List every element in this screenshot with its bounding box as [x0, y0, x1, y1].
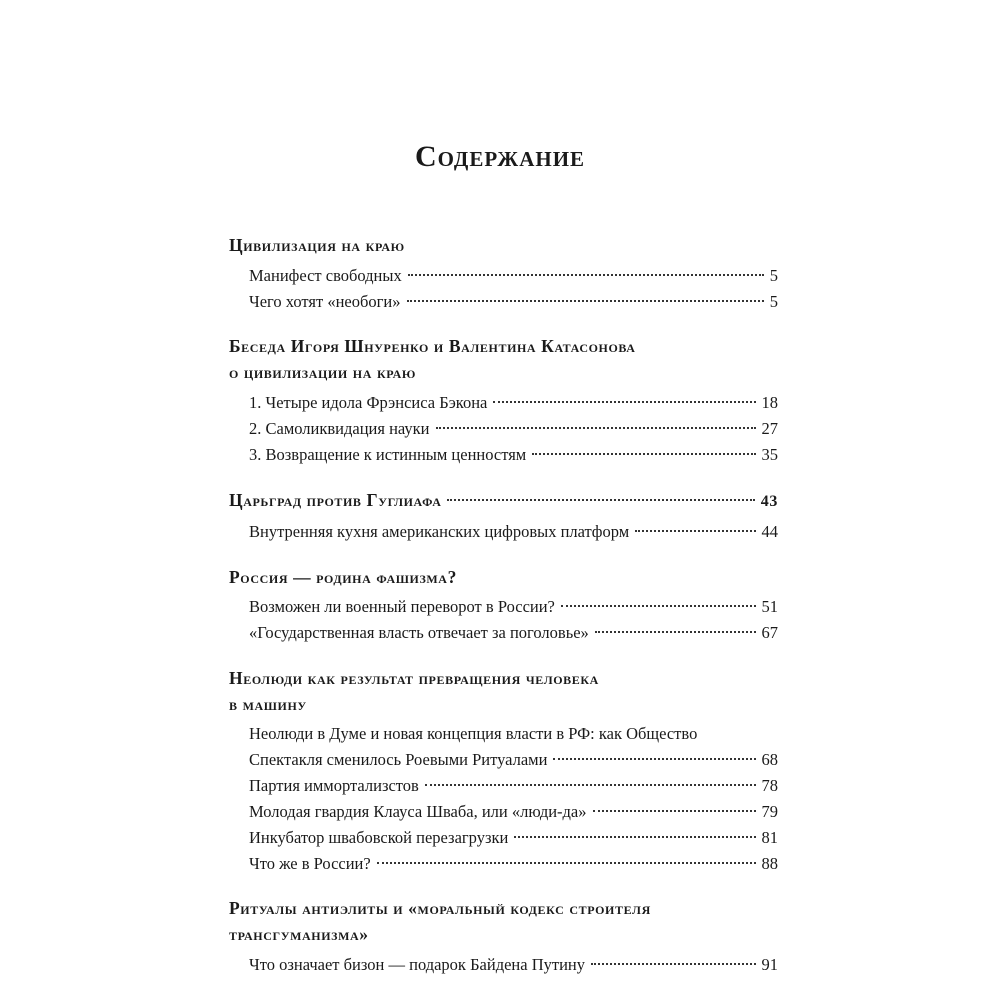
page-number: 91 [761, 954, 778, 974]
section-heading [229, 665, 778, 717]
page-number: 43 [760, 492, 778, 510]
page-number: 35 [761, 444, 778, 464]
section-heading-line: в машину [229, 693, 307, 714]
page-number: 81 [761, 827, 778, 847]
entry-text: Возможен ли военный переворот в России? [249, 597, 555, 616]
page-number: 79 [761, 801, 778, 821]
dot-leader [377, 845, 756, 864]
entry-text: «Государственная власть отвечает за поголовье» [249, 623, 589, 642]
entry-text: Инкубатор швабовской перезагрузки [249, 827, 509, 847]
dot-leader [595, 615, 756, 634]
dot-leader [532, 436, 755, 455]
section-heading [229, 232, 778, 258]
section-heading-text: Царьград против Гуглиафа [229, 489, 442, 510]
toc-section [229, 564, 778, 646]
section-entries [229, 262, 778, 314]
dot-leader [514, 819, 755, 838]
section-heading-line: трансгуманизма» [229, 924, 369, 944]
entry-text: Спектакля сменилось Роевыми Ритуалами [249, 749, 548, 769]
dot-leader [593, 793, 756, 812]
section-heading [229, 333, 778, 385]
section-entries [229, 519, 778, 545]
toc-entry[interactable] [249, 441, 778, 467]
section-heading-line: Россия — родина фашизма? [229, 566, 457, 587]
toc-section [229, 232, 778, 314]
dot-leader [447, 481, 754, 501]
entry-text: Партия иммортализстов [249, 775, 419, 795]
toc-section [229, 486, 778, 545]
section-heading-line: Беседа Игоря Шнуренко и Валентина Катасонова [229, 336, 636, 356]
section-entries [229, 389, 778, 467]
section-heading-line: Ритуалы антиэлиты и «моральный кодекс строителя [229, 898, 651, 918]
section-entries [229, 951, 778, 977]
dot-leader [561, 589, 756, 608]
dot-leader [436, 410, 756, 429]
dot-leader [553, 741, 755, 760]
toc-entry[interactable] [249, 288, 778, 314]
section-heading-line [229, 486, 778, 515]
entry-text: 3. Возвращение к истинным ценностям [249, 444, 527, 464]
toc-entry[interactable] [249, 951, 778, 977]
page-number: 5 [769, 265, 778, 285]
entry-text: Манифест свободных [249, 265, 402, 285]
toc-section [229, 665, 778, 877]
dot-leader [407, 283, 764, 302]
table-of-contents [229, 232, 778, 996]
dot-leader [425, 767, 756, 786]
page-number: 68 [761, 749, 778, 769]
section-entries [229, 594, 778, 646]
page-number: 44 [761, 522, 778, 541]
entry-text: Что же в России? [249, 853, 371, 873]
section-heading [229, 486, 778, 515]
page-number: 67 [761, 623, 778, 642]
dot-leader [493, 384, 755, 403]
page-number: 78 [761, 775, 778, 795]
page-number: 27 [761, 418, 778, 438]
section-entries [229, 721, 778, 877]
section-heading-line: о цивилизации на краю [229, 362, 417, 382]
toc-section [229, 333, 778, 467]
page-title: Содержание [414, 140, 586, 173]
dot-leader [635, 514, 755, 533]
toc-entry[interactable] [249, 620, 778, 646]
toc-entry-line: Неолюди в Думе и новая концепция власти в РФ: как Общество [249, 723, 698, 743]
page-number: 18 [761, 392, 778, 412]
page-number: 88 [761, 853, 778, 873]
entry-text: Что означает бизон — подарок Байдена Путину [249, 954, 585, 974]
entry-text: 1. Четыре идола Фрэнсиса Бэкона [249, 392, 488, 412]
section-heading [229, 564, 778, 590]
page-number: 5 [769, 291, 778, 311]
entry-text: 2. Самоликвидация науки [249, 418, 430, 438]
dot-leader [591, 946, 756, 965]
dot-leader [408, 257, 764, 276]
toc-section [229, 895, 778, 977]
entry-text: Внутренняя кухня американских цифровых платформ [249, 522, 630, 541]
section-heading-line: Цивилизация на краю [229, 235, 405, 255]
section-heading [229, 895, 778, 947]
entry-text: Молодая гвардия Клауса Шваба, или «люди-да» [249, 801, 587, 821]
page-number: 51 [761, 597, 778, 616]
toc-entry[interactable] [249, 519, 778, 545]
toc-entry[interactable] [249, 850, 778, 876]
section-heading-line: Неолюди как результат превращения человека [229, 667, 599, 688]
entry-text: Чего хотят «необоги» [249, 291, 401, 311]
